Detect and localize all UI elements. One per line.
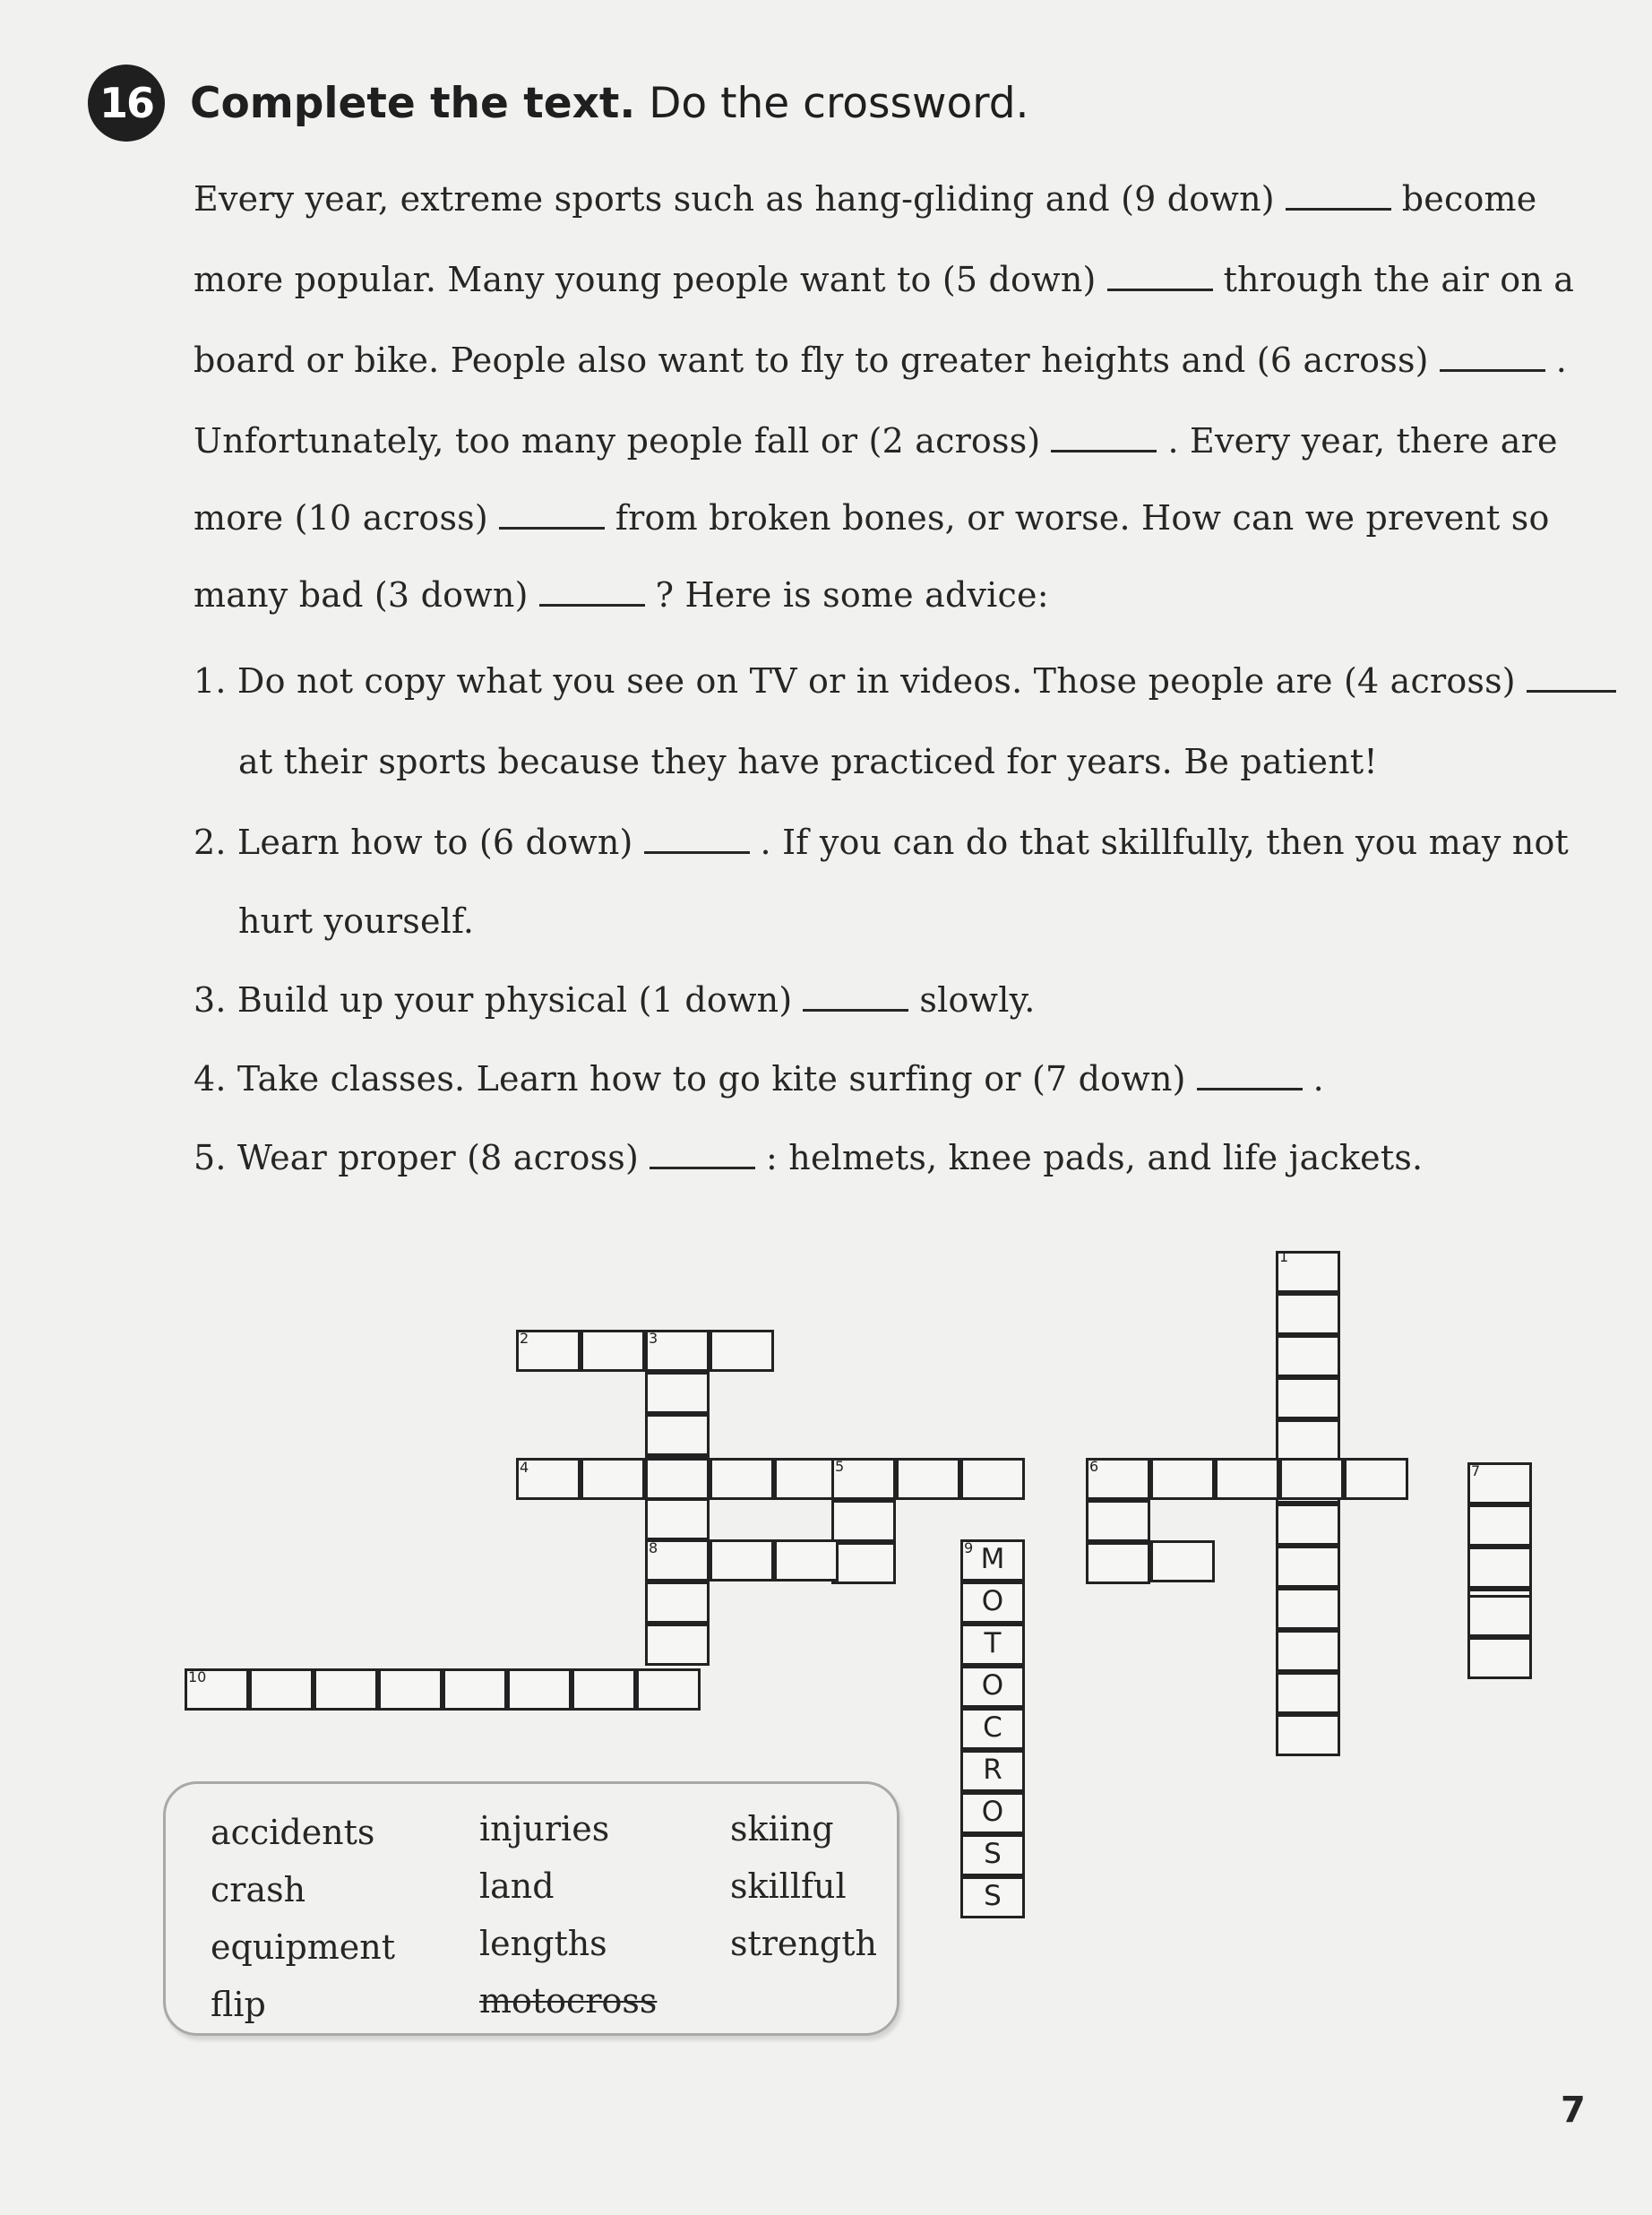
text-segment: many bad (3 down) [194, 575, 529, 615]
page-number: 7 [1561, 2090, 1586, 2131]
answer-blank[interactable] [1440, 344, 1545, 372]
crossword-cell[interactable] [378, 1668, 443, 1711]
text-line-5 [194, 498, 1550, 538]
advice-text: slowly. [919, 980, 1036, 1020]
text-line-3 [194, 340, 1567, 380]
word-bank-item: accidents [211, 1813, 375, 1852]
answer-blank[interactable] [650, 1142, 755, 1169]
advice-text: . [1312, 1059, 1324, 1099]
answer-blank[interactable] [1051, 425, 1157, 452]
text-segment: more popular. Many young people want to (5 down) [194, 260, 1097, 299]
advice-4 [194, 1059, 1324, 1099]
answer-blank[interactable] [1527, 665, 1616, 693]
crossword-letter: M [980, 1543, 1005, 1575]
crossword-clue-number: 4 [520, 1459, 529, 1476]
heading-bold: Complete the text. [190, 79, 636, 128]
answer-blank[interactable] [539, 579, 645, 607]
crossword-letter: T [984, 1627, 1002, 1659]
answer-blank[interactable] [1197, 1063, 1303, 1090]
crossword-cell[interactable] [249, 1668, 314, 1711]
crossword-cell[interactable] [581, 1330, 645, 1372]
advice-text: 2. Learn how to (6 down) [194, 823, 633, 862]
text-segment: ? Here is some advice: [655, 575, 1049, 615]
crossword-letter: O [981, 1669, 1004, 1702]
advice-text: . If you can do that skillfully, then you may not [760, 823, 1570, 862]
crossword-cell[interactable] [1086, 1542, 1150, 1584]
crossword-cell[interactable] [645, 1372, 710, 1414]
crossword-cell[interactable] [1276, 1546, 1340, 1588]
crossword-clue-number: 7 [1471, 1462, 1481, 1479]
word-bank-item: skiing [730, 1809, 834, 1849]
text-segment: become [1401, 179, 1537, 219]
crossword-clue-number: 2 [520, 1330, 529, 1347]
crossword-cell[interactable] [645, 1498, 710, 1540]
text-segment: from broken bones, or worse. How can we prevent so [615, 498, 1550, 538]
word-bank-item: flip [211, 1985, 266, 2024]
word-bank-item-crossed: motocross [479, 1981, 658, 2021]
crossword-cell[interactable] [1276, 1504, 1340, 1546]
advice-1-cont [238, 742, 1378, 781]
word-bank-item: strength [730, 1924, 877, 1963]
word-box [163, 1781, 899, 2036]
text-line-6 [194, 575, 1049, 615]
advice-text: 5. Wear proper (8 across) [194, 1138, 639, 1177]
advice-text: : helmets, knee pads, and life jackets. [766, 1138, 1424, 1177]
crossword-letter: O [981, 1585, 1004, 1617]
crossword-cell[interactable] [443, 1668, 507, 1711]
advice-text: at their sports because they have practiced for years. Be patient! [238, 742, 1378, 781]
advice-1 [194, 661, 1627, 701]
crossword-cell[interactable] [314, 1668, 378, 1711]
crossword-cell[interactable] [896, 1458, 960, 1500]
heading-rest: Do the crossword. [635, 79, 1029, 128]
word-bank-item: injuries [479, 1809, 610, 1849]
answer-blank[interactable] [499, 502, 605, 530]
crossword-cell[interactable] [1276, 1335, 1340, 1377]
crossword-cell[interactable] [581, 1458, 645, 1500]
crossword-cell[interactable] [1276, 1672, 1340, 1714]
crossword-letter: C [983, 1711, 1002, 1744]
exercise-heading [190, 79, 1028, 128]
crossword-clue-number: 9 [964, 1539, 974, 1556]
crossword-cell[interactable] [636, 1668, 701, 1711]
crossword-cell[interactable] [774, 1458, 839, 1500]
advice-text: 3. Build up your physical (1 down) [194, 980, 793, 1020]
text-segment: board or bike. People also want to fly to greater heights and (6 across) [194, 340, 1429, 380]
crossword-clue-number: 1 [1279, 1248, 1289, 1265]
advice-2 [194, 823, 1569, 862]
word-bank-item: skillful [730, 1866, 847, 1906]
advice-5 [194, 1138, 1423, 1177]
crossword-cell[interactable] [1215, 1458, 1279, 1500]
crossword-cell[interactable] [1279, 1458, 1344, 1500]
exercise-number-badge: 16 [88, 65, 165, 142]
answer-blank[interactable] [1286, 183, 1391, 211]
word-bank-item: land [479, 1866, 555, 1906]
crossword-letter: R [983, 1754, 1002, 1786]
crossword-cell[interactable] [1344, 1458, 1408, 1500]
crossword-cell[interactable] [831, 1500, 896, 1542]
advice-text: hurt yourself. [238, 901, 475, 941]
text-segment: Unfortunately, too many people fall or (2 across) [194, 421, 1041, 461]
crossword-cell[interactable] [1276, 1293, 1340, 1335]
advice-text: 4. Take classes. Learn how to go kite surfing or (7 down) [194, 1059, 1186, 1099]
crossword-cell[interactable] [572, 1668, 636, 1711]
text-segment: more (10 across) [194, 498, 488, 538]
crossword-clue-number: 8 [649, 1539, 658, 1556]
crossword-cell[interactable] [1276, 1419, 1340, 1461]
crossword-cell[interactable] [1467, 1637, 1532, 1679]
crossword-cell[interactable] [1276, 1630, 1340, 1672]
crossword-letter: S [984, 1880, 1002, 1912]
crossword-cell[interactable] [710, 1330, 774, 1372]
crossword-cell[interactable] [645, 1414, 710, 1456]
answer-blank[interactable] [803, 984, 908, 1012]
crossword-cell[interactable] [645, 1582, 710, 1624]
crossword-clue-number: 10 [188, 1668, 207, 1685]
crossword-cell[interactable] [1276, 1714, 1340, 1756]
crossword-letter: S [984, 1838, 1002, 1870]
advice-text: 1. Do not copy what you see on TV or in videos. Those people are (4 across) [194, 661, 1516, 701]
advice-2-cont [238, 901, 474, 941]
word-bank-item: equipment [211, 1927, 396, 1967]
text-segment: through the air on a [1223, 260, 1575, 299]
crossword-cell[interactable] [1150, 1458, 1215, 1500]
crossword-clue-number: 5 [835, 1458, 845, 1475]
crossword-cell[interactable] [831, 1542, 896, 1584]
crossword-cell[interactable] [1276, 1377, 1340, 1419]
crossword-cell[interactable] [1276, 1588, 1340, 1630]
word-bank-item: lengths [479, 1924, 607, 1963]
text-segment: . [1555, 340, 1567, 380]
crossword-cell[interactable] [1467, 1547, 1532, 1589]
crossword-cell[interactable] [1150, 1540, 1215, 1582]
crossword-cell[interactable] [1086, 1500, 1150, 1542]
crossword-cell[interactable] [1467, 1504, 1532, 1547]
word-bank-item: crash [211, 1870, 306, 1909]
text-line-2 [194, 260, 1574, 299]
crossword-letter: O [981, 1796, 1004, 1828]
crossword-clue-number: 3 [649, 1330, 658, 1347]
crossword-clue-number: 6 [1089, 1458, 1099, 1475]
crossword-cell[interactable] [774, 1539, 839, 1582]
crossword-cell[interactable] [507, 1668, 572, 1711]
crossword-cell[interactable] [960, 1458, 1025, 1500]
crossword-cell[interactable] [645, 1624, 710, 1666]
crossword-cell[interactable] [710, 1458, 774, 1500]
text-segment: . Every year, there are [1167, 421, 1558, 461]
crossword-cell[interactable] [1467, 1595, 1532, 1637]
crossword-cell[interactable] [645, 1458, 710, 1500]
text-line-1 [194, 179, 1536, 219]
text-segment: Every year, extreme sports such as hang-gliding and (9 down) [194, 179, 1275, 219]
answer-blank[interactable] [1107, 263, 1213, 291]
crossword-cell[interactable] [710, 1539, 774, 1582]
advice-3 [194, 980, 1036, 1020]
text-line-4 [194, 421, 1558, 461]
answer-blank[interactable] [644, 826, 750, 854]
